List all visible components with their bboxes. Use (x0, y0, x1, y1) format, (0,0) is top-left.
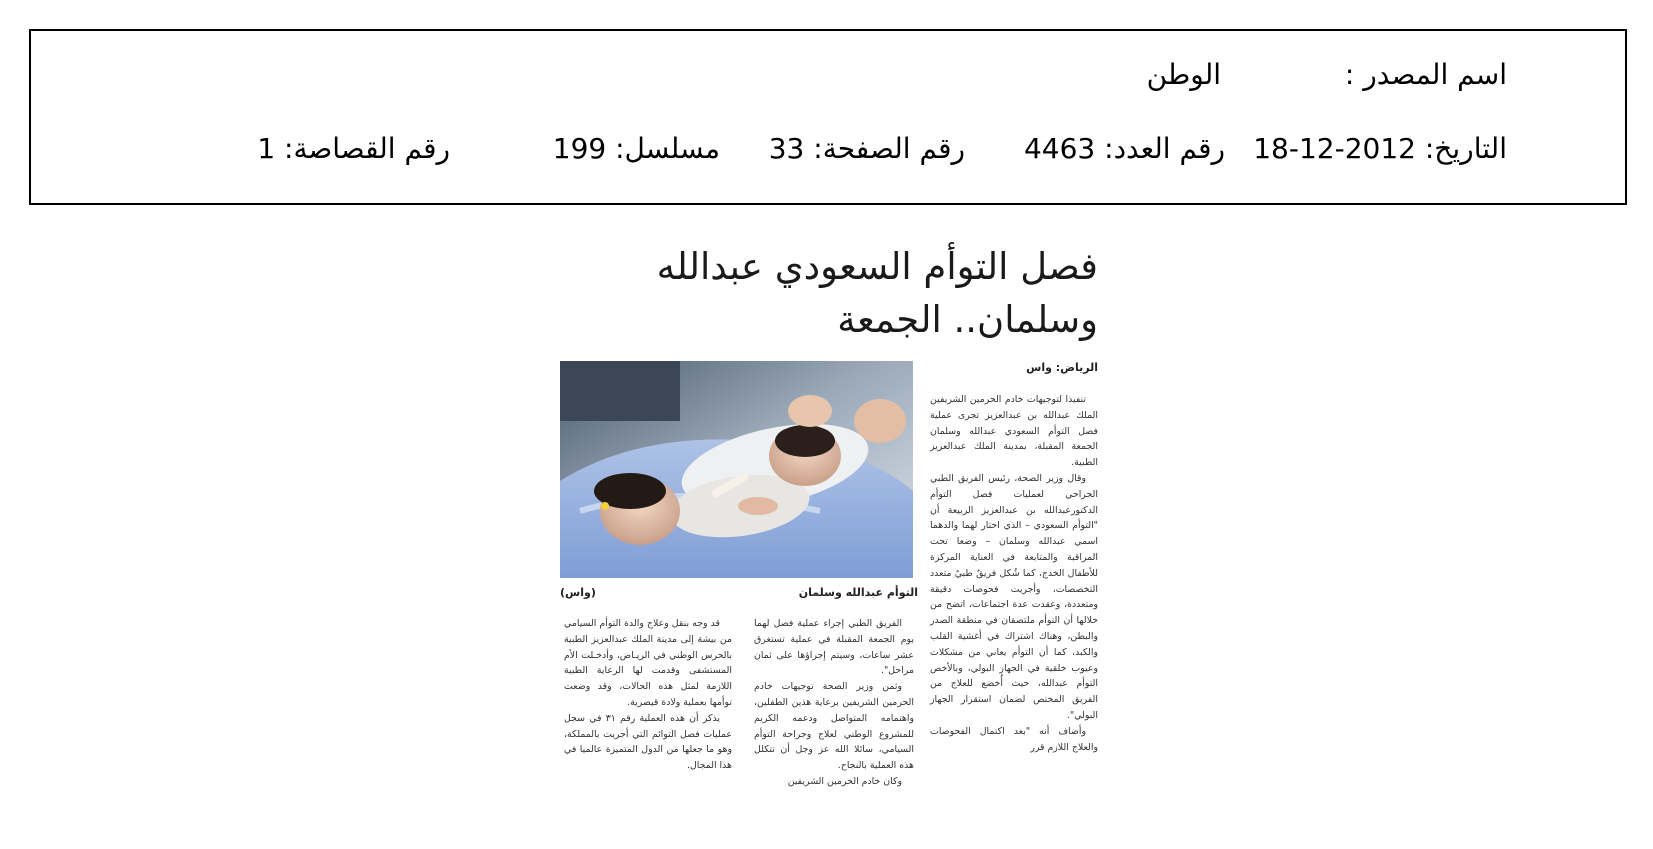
twins-photo-illustration (560, 361, 913, 578)
source-field (1345, 58, 1507, 92)
col1-paragraph: وأضاف أنه "بعد اكتمال الفحوصات والعلاج اللازم قرر (930, 725, 1098, 753)
dateline: الرياض: واس (1026, 361, 1098, 374)
serial-label: مسلسل: (615, 132, 720, 165)
article-column-2 (754, 616, 914, 816)
serial-value: 199 (552, 132, 607, 165)
col2-paragraph: وكان خادم الحرمين الشريفين (787, 775, 902, 787)
page-field (769, 132, 965, 166)
source-label: اسم المصدر : (1344, 58, 1507, 91)
photo-caption: التوأم عبدالله وسلمان (798, 586, 918, 599)
serial-field (553, 132, 720, 166)
col3-paragraph: قد وجه بنقل وعلاج والدة التوأم السيامي من بيشة إلى مدينة الملك عبدالعزيز الطبية بالحرس الوطني في الريـاض، وأدخـلت الأم المستشفى وقدمت لها الرعاية الطبية اللازمة لمثل هذه الحالات، وقد وضعت توأمها بعملية ولادة قيصرية. (564, 618, 732, 708)
source-value: الوطن (1146, 58, 1221, 91)
col3-paragraph: يذكر أن هذه العملية رقم ٣١ في سجل عمليات فصل التوائم التي أجريت بالمملكة، وهو ما جعلها من الدول المتميزة عالميا في هذا المجال. (564, 712, 732, 772)
headline-line-1: فصل التوأم السعودي عبدالله (656, 245, 1098, 288)
date-field (1253, 132, 1507, 166)
issue-value: 4463 (1023, 132, 1096, 165)
twins-photo (560, 361, 913, 578)
photo-credit: (واس) (560, 586, 596, 599)
article-column-3 (564, 616, 732, 816)
col2-paragraph: وثمن وزير الصحة توجيهات خادم الحرمين الشريفين برعاية هذين الطفلين، واهتمامه المتواصل ودعمه الكريم للمشروع الوطني لعلاج وجراحة التوأم السيامي، سائلا الله عز وجل أن تتكلل هذه العملية بالنجاح. (754, 681, 914, 772)
issue-field (1024, 132, 1225, 166)
clip-label: رقم القصاصة: (284, 132, 450, 165)
date-value: 2012-12-18 (1253, 132, 1416, 165)
date-label: التاريخ: (1424, 132, 1507, 165)
col1-paragraph: تنفيذا لتوجيهات خادم الحرمين الشريفين الملك عبدالله بن عبدالعزيز تجرى عملية فصل التوأم السعودي عبدالله وسلمان الجمعة المقبلة، بمدينة الملك عبدالعزيز الطبية. (930, 394, 1098, 469)
source-value-field (1147, 58, 1221, 92)
clip-value: 1 (257, 132, 276, 165)
page-value: 33 (768, 132, 805, 165)
col2-paragraph: الفريق الطبي إجراء عملية فصل لهما يوم الجمعة المقبلة في عملية تستغرق عشر ساعات، وسيتم إجراؤها على ثمان مراحل". (754, 618, 914, 677)
article-column-1 (930, 392, 1098, 817)
page-label: رقم الصفحة: (813, 132, 965, 165)
source-info-box (29, 29, 1627, 205)
headline-line-2: وسلمان.. الجمعة (837, 298, 1098, 341)
col1-paragraph: وقال وزير الصحة، رئيس الفريق الطبي الجراحي لعمليات فصل التوأم الدكتورعبدالله بن عبدالعزيز الربيعة أن "التوأم السعودي – الذي اختار لهما والدهما اسمي عبدالله وسلمان – وضعا تحت المراقبة والمتابعة في العناية المركزة للأطفال الخدج، كما شُكل فريقٌ طبيٌ متعدد التخصصات، وأجريت فحوصات دقيقة ومتعددة، وعقدت عدة اجتماعات، اتضح من خلالها أن التوأم ملتصقان في منطقة الصدر والبطن، وهناك اشتراك في أغشية القلب والكبد، كما أن التوأم يعاني من مشكلات وعيوب خلقية في الجهاز البولي، وبالأخص التوأم عبدالله، حيث أُخضع للعلاج من الفريق المختص لضمان استقرار الجهاز البولي". (930, 472, 1098, 721)
clip-field (257, 132, 450, 166)
issue-label: رقم العدد: (1104, 132, 1225, 165)
